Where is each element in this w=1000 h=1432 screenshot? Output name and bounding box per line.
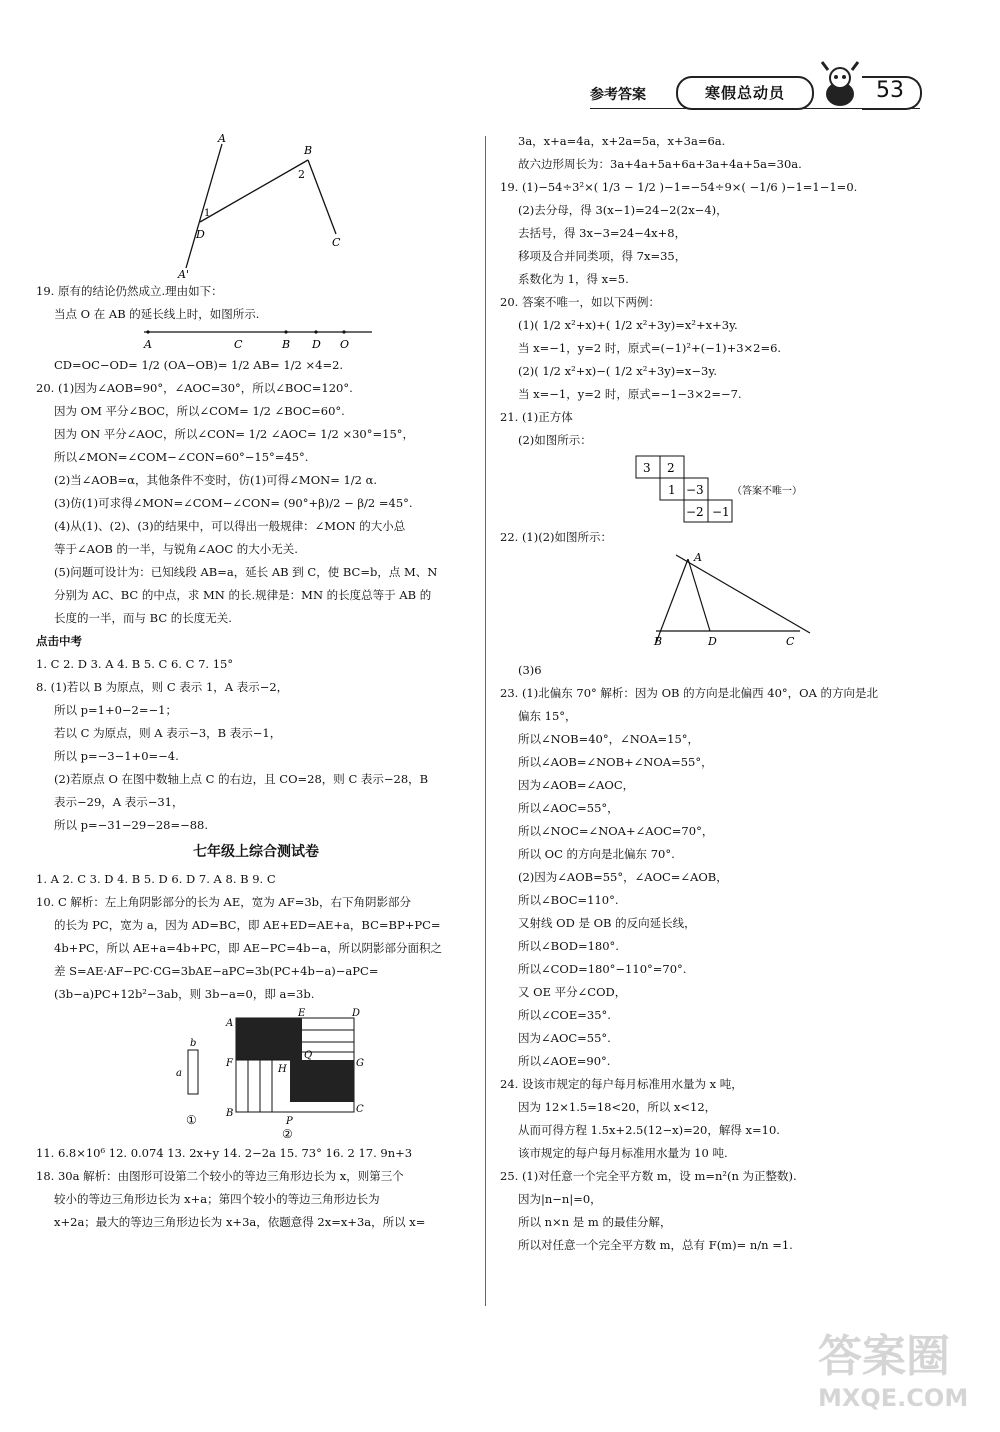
tri-label: B [654,635,663,648]
rect-label: E [298,1008,306,1019]
text-line: 23. (1)北偏东 70° 解析：因为 OB 的方向是北偏西 40°，OA 的方向是北 [500,686,879,700]
book-title: 寒假总动员 [676,76,814,110]
text-line: CD=OC−OD= 1/2 (OA−OB)= 1/2 AB= 1/2 ×4=2. [54,358,344,372]
text-line: 偏东 15°， [518,709,577,723]
text-line: 因为 ON 平分∠AOC，所以∠CON= 1/2 ∠AOC= 1/2 ×30°=15°， [54,427,415,441]
text-line: 所以 n×n 是 m 的最佳分解， [518,1215,672,1229]
text-line: 移项及合并同类项，得 7x=35， [518,249,687,263]
left-column [36,130,476,1234]
cube-face: −1 [712,505,730,519]
cube-net-figure [500,452,970,526]
cube-face: 2 [667,461,675,475]
header-rule [590,108,920,109]
rect-label: A [226,1018,234,1029]
section-heading: 点击中考 [36,634,82,648]
text-line: 所以∠NOC=∠NOA+∠AOC=70°， [518,824,714,838]
fig-label: 2 [298,168,305,181]
rect-label: B [226,1108,234,1119]
text-line: 所以对任意一个完全平方数 m，总有 F(m)= n/n =1. [518,1238,793,1252]
rectangle-figure [36,1006,476,1142]
fig-label: 1 [204,208,211,219]
numline-label: C [234,338,243,351]
text-line: (3)6 [518,663,542,677]
cube-note: （答案不唯一） [732,486,802,497]
text-line: 当点 O 在 AB 的延长线上时，如图所示. [54,307,260,321]
cube-face: −3 [686,483,704,497]
cube-face: −2 [686,505,704,519]
mascot-icon [818,60,862,110]
tri-label: C [786,635,795,648]
fig-label: B [304,144,313,157]
fig-label: A [218,132,226,145]
header-label: 参考答案 [590,87,646,103]
text-line: 因为 OM 平分∠BOC，所以∠COM= 1/2 ∠BOC=60°. [54,404,345,418]
text-line: 从而可得方程 1.5x+2.5(12−x)=20，解得 x=10. [518,1123,780,1137]
cube-face: 1 [668,483,676,497]
text-line: 1. C 2. D 3. A 4. B 5. C 6. C 7. 15° [36,657,234,671]
text-line: 11. 6.8×10⁶ 12. 0.074 13. 2x+y 14. 2−2a 15. 73° 16. 2 17. 9n+3 [36,1146,413,1160]
text-line: 又 OE 平分∠COD， [518,985,627,999]
text-line: (2)如图所示： [518,433,592,447]
text-line: (3)仿(1)可求得∠MON=∠COM−∠CON= (90°+β)/2 − β/2 =45°. [54,496,413,510]
text-line: 19. (1)−54÷3²×( 1/3 − 1/2 )−1=−54÷9×( −1/6 )−1=1−1=0. [500,180,858,194]
text-line: 20. (1)因为∠AOB=90°，∠AOC=30°，所以∠BOC=120°. [36,381,353,395]
rect-label: D [352,1008,361,1019]
text-line: (2)因为∠AOB=55°，∠AOC=∠AOB， [518,870,728,884]
text-line: 所以∠AOE=90°. [518,1054,611,1068]
text-line: 因为∠AOC=55°. [518,1031,611,1045]
text-line: 长度的一半，而与 BC 的长度无关. [54,611,232,625]
numline-label: D [312,338,321,351]
text-line: 等于∠AOB 的一半，与锐角∠AOC 的大小无关. [54,542,298,556]
text-line: 25. (1)对任意一个完全平方数 m，设 m=n²(n 为正整数). [500,1169,797,1183]
text-line: 10. C 解析：左上角阴影部分的长为 AE，宽为 AF=3b，右下角阴影部分 [36,895,412,909]
text-line: (2)( 1/2 x²+x)−( 1/2 x²+3y)=x−3y. [518,364,717,378]
numline-label: O [340,338,350,351]
rect-label: Q [304,1050,313,1061]
text-line: (2)若原点 O 在图中数轴上点 C 的右边，且 CO=28，则 C 表示−28，B [54,772,429,786]
rect-label: H [278,1064,287,1075]
text-line: 20. 答案不唯一，如以下两例： [500,295,660,309]
rect-label: a [176,1068,182,1079]
text-line: 所以∠COD=180°−110°=70°. [518,962,687,976]
text-line: 因为|n−n|=0， [518,1192,602,1206]
right-column [500,130,970,1257]
text-line: 所以∠MON=∠COM−∠CON=60°−15°=45°. [54,450,309,464]
rect-label: F [226,1058,233,1069]
text-line: 的长为 PC，宽为 a，因为 AD=BC，即 AE+ED=AE+a，BC=BP+PC= [54,918,441,932]
text-line: (5)问题可设计为：已知线段 AB=a，延长 AB 到 C，使 BC=b，点 M、N [54,565,438,579]
text-line: 3a，x+a=4a，x+2a=5a，x+3a=6a. [518,134,726,148]
text-line: 所以 OC 的方向是北偏东 70°. [518,847,675,861]
fig-label: A' [178,268,189,280]
text-line: 所以 p=1+0−2=−1； [54,703,177,717]
text-line: 所以∠COE=35°. [518,1008,611,1022]
rect-label: ① [186,1113,197,1127]
text-line: 所以∠BOD=180°. [518,939,619,953]
text-line: 若以 C 为原点，则 A 表示−3，B 表示−1， [54,726,282,740]
number-line-figure [36,326,476,354]
text-line: 所以∠NOB=40°，∠NOA=15°， [518,732,700,746]
column-divider [485,136,486,1306]
text-line: 较小的等边三角形边长为 x+a；第四个较小的等边三角形边长为 [54,1192,380,1206]
text-line: (1)( 1/2 x²+x)+( 1/2 x²+3y)=x²+x+3y. [518,318,738,332]
rect-label: P [286,1116,293,1127]
text-line: 表示−29，A 表示−31， [54,795,184,809]
numline-label: B [282,338,291,351]
text-line: 因为∠AOB=∠AOC， [518,778,635,792]
text-line: 去括号，得 3x−3=24−4x+8， [518,226,687,240]
fig-label: C [332,236,341,249]
text-line: 18. 30a 解析：由图形可设第二个较小的等边三角形边长为 x，则第三个 [36,1169,404,1183]
text-line: 故六边形周长为：3a+4a+5a+6a+3a+4a+5a=30a. [518,157,802,171]
text-line: 分别为 AC、BC 的中点，求 MN 的长.规律是：MN 的长度总等于 AB 的 [54,588,432,602]
text-line: 1. A 2. C 3. D 4. B 5. D 6. D 7. A 8. B 9. C [36,872,276,886]
rect-label: C [356,1104,364,1115]
text-line: 22. (1)(2)如图所示： [500,530,613,544]
text-line: (4)从(1)、(2)、(3)的结果中，可以得出一般规律：∠MON 的大小总 [54,519,406,533]
exam-title: 七年级上综合测试卷 [193,844,319,860]
text-line: 系数化为 1，得 x=5. [518,272,629,286]
text-line: 所以 p=−31−29−28=−88. [54,818,209,832]
text-line: 所以∠AOC=55°， [518,801,619,815]
text-line: 因为 12×1.5=18<20，所以 x<12， [518,1100,717,1114]
text-line: 19. 原有的结论仍然成立.理由如下： [36,284,223,298]
text-line: (2)去分母，得 3(x−1)=24−2(2x−4)， [518,203,728,217]
text-line: 所以 p=−3−1+0=−4. [54,749,179,763]
text-line: x+2a；最大的等边三角形边长为 x+3a，依题意得 2x=x+3a，所以 x= [54,1215,426,1229]
tri-label: A [694,551,702,564]
angle-figure [36,130,476,280]
rect-label: b [190,1038,197,1049]
fig-label: D [196,228,205,241]
watermark-url: MXQE.COM [818,1384,969,1412]
page-header [0,74,1000,134]
text-line: 又射线 OD 是 OB 的反向延长线， [518,916,696,930]
rect-label: ② [282,1127,293,1141]
cube-face: 3 [643,461,651,475]
watermark [818,1320,988,1420]
text-line: (3b−a)PC+12b²−3ab，则 3b−a=0，即 a=3b. [54,987,315,1001]
text-line: (2)当∠AOB=α，其他条件不变时，仿(1)可得∠MON= 1/2 α. [54,473,378,487]
page-number: 53 [876,78,904,103]
text-line: 所以∠AOB=∠NOB+∠NOA=55°， [518,755,713,769]
text-line: 差 S=AE·AF−PC·CG=3bAE−aPC=3b(PC+4b−a)−aPC= [54,964,379,978]
text-line: 8. (1)若以 B 为原点，则 C 表示 1，A 表示−2， [36,680,289,694]
text-line: 24. 设该市规定的每户每月标准用水量为 x 吨， [500,1077,743,1091]
tri-label: D [708,635,717,648]
text-line: 该市规定的每户每月标准用水量为 10 吨. [518,1146,728,1160]
rect-label: G [356,1058,364,1069]
numline-label: A [144,338,152,351]
triangle-figure [500,549,970,659]
text-line: 当 x=−1，y=2 时，原式=−1−3×2=−7. [518,387,742,401]
watermark-text: 答案圈 [818,1331,950,1382]
text-line: 当 x=−1，y=2 时，原式=(−1)²+(−1)+3×2=6. [518,341,782,355]
text-line: 21. (1)正方体 [500,410,573,424]
text-line: 4b+PC，所以 AE+a=4b+PC，即 AE−PC=4b−a，所以阴影部分面积之 [54,941,443,955]
text-line: 所以∠BOC=110°. [518,893,619,907]
